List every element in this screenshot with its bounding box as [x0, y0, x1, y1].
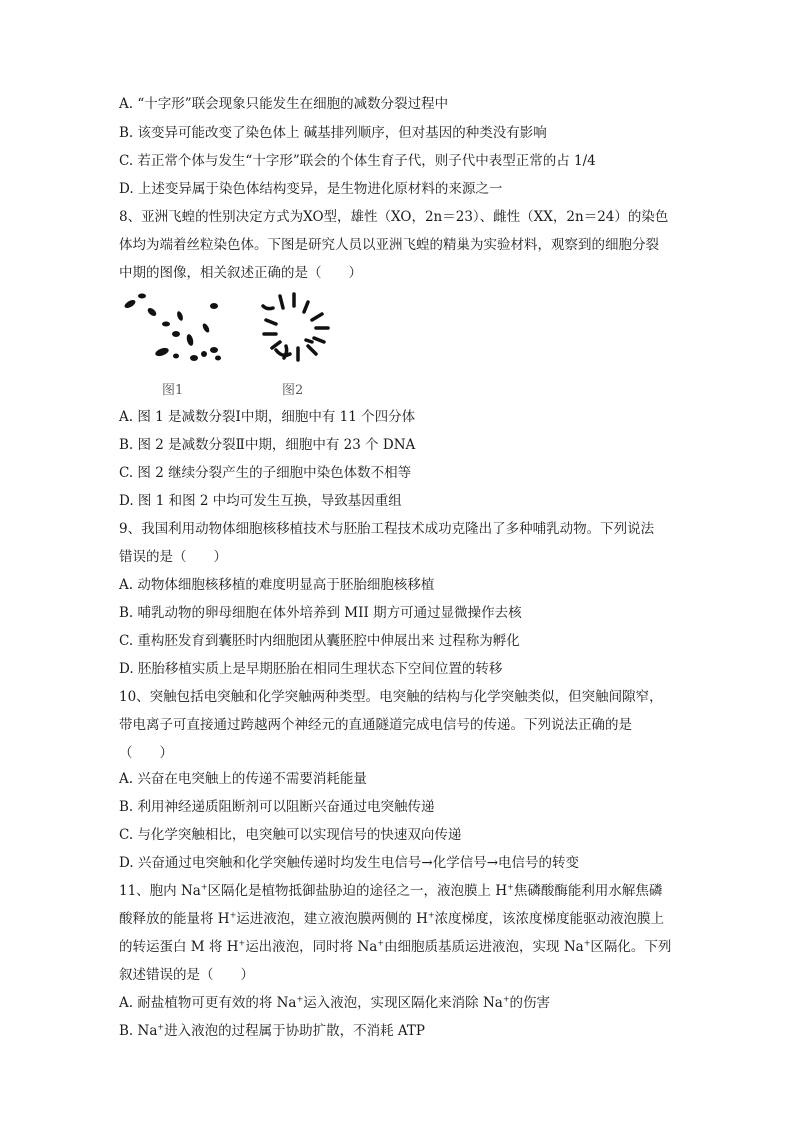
- q9-stem-line-2: 错误的是（ ）: [119, 549, 227, 565]
- q8-option-a: A. 图 1 是减数分裂Ⅰ中期，细胞中有 11 个四分体: [119, 409, 416, 425]
- q11-stem-line-3: [119, 938, 739, 956]
- q11-option-b: [119, 1022, 739, 1040]
- q11-b-part-1: B. Na: [119, 1023, 158, 1039]
- figure-1-label: 图1: [162, 383, 184, 398]
- q9-option-a: A. 动物体细胞核移植的难度明显高于胚胎细胞核移植: [119, 577, 435, 593]
- q8-stem-line-1: 8、亚洲飞蝗的性别决定方式为XO型，雄性（XO，2n＝23）、雌性（XX，2n＝24）的染色: [119, 209, 669, 225]
- q11-s1-part-a: 11、胞内 Na: [119, 883, 201, 899]
- superscript-plus: +: [229, 910, 237, 920]
- q11-s3-part-d: 区隔化。下列: [590, 939, 672, 955]
- q7-option-d: D. 上述变异属于染色体结构变异，是生物进化原材料的来源之一: [119, 181, 503, 197]
- q10-stem-line-3: （ ）: [119, 745, 173, 761]
- q11-s2-part-c: 浓度梯度，该浓度梯度能驱动液泡膜上: [434, 911, 665, 927]
- q10-option-d: D. 兴奋通过电突触和化学突触传递时均发生电信号→化学信号→电信号的转变: [119, 855, 580, 871]
- q10-stem-line-1: 10、突触包括电突触和化学突触两种类型。电突触的结构与化学突触类似，但突触间隙窄，: [119, 689, 663, 705]
- superscript-plus: +: [200, 882, 208, 892]
- q10-option-b: B. 利用神经递质阻断剂可以阻断兴奋通过电突触传递: [119, 799, 435, 815]
- q11-stem-line-1: [119, 882, 739, 900]
- q9-option-d: D. 胚胎移植实质上是早期胚胎在相同生理状态下空间位置的转移: [119, 661, 503, 677]
- q8-option-c: C. 图 2 继续分裂产生的子细胞中染色体数不相等: [119, 465, 412, 481]
- superscript-plus: +: [427, 910, 435, 920]
- chromosome-figure: [118, 284, 348, 402]
- q11-option-a: [119, 994, 739, 1012]
- figure-2-chromosomes: [263, 294, 328, 360]
- superscript-plus: +: [377, 938, 385, 948]
- q11-s3-part-c: 由细胞质基质运进液泡，实现 Na: [384, 939, 584, 955]
- q8-option-d: D. 图 1 和图 2 中均可发生互换，导致基因重组: [119, 493, 402, 509]
- q11-s2-part-b: 运进液泡，建立液泡膜两侧的 H: [236, 911, 428, 927]
- q10-stem-line-2: 带电离子可直接通过跨越两个神经元的直通隧道完成电信号的传递。下列说法正确的是: [119, 717, 632, 733]
- q11-b-part-2: 进入液泡的过程属于协助扩散，不消耗 ATP: [164, 1023, 425, 1039]
- q11-s2-part-a: 酸释放的能量将 H: [119, 911, 230, 927]
- q7-option-a: A. “十字形”联会现象只能发生在细胞的减数分裂过程中: [119, 96, 449, 112]
- q8-option-b: B. 图 2 是减数分裂Ⅱ中期，细胞中有 23 个 DNA: [119, 437, 416, 453]
- q11-s1-part-b: 区隔化是植物抵御盐胁迫的途径之一，液泡膜上 H: [207, 883, 508, 899]
- superscript-plus: +: [238, 938, 246, 948]
- q11-a-part-1: A. 耐盐植物可更有效的将 Na: [119, 995, 297, 1011]
- q7-option-c: C. 若正常个体与发生“十字形”联会的个体生育子代，则子代中表型正常的占 1/4: [119, 153, 596, 169]
- q8-stem-line-3: 中期的图像，相关叙述正确的是（ ）: [119, 265, 362, 281]
- superscript-plus: +: [296, 994, 304, 1004]
- q9-option-c: C. 重构胚发育到囊胚时内细胞团从囊胚腔中伸展出来 过程称为孵化: [119, 633, 520, 649]
- superscript-plus: +: [502, 994, 510, 1004]
- q8-stem-line-2: 体均为端着丝粒染色体。下图是研究人员以亚洲飞蝗的精巢为实验材料，观察到的细胞分裂: [119, 237, 659, 253]
- q11-stem-line-2: [119, 910, 739, 928]
- q11-a-part-3: 的伤害: [509, 995, 551, 1011]
- q7-option-b: B. 该变异可能改变了染色体上 碱基排列顺序，但对基因的种类没有影响: [119, 125, 547, 141]
- q11-s3-part-b: 运出液泡，同时将 Na: [245, 939, 378, 955]
- q11-stem-line-4: 叙述错误的是（ ）: [119, 967, 254, 983]
- superscript-plus: +: [583, 938, 591, 948]
- figure-1-chromosomes: [123, 294, 221, 362]
- chromosome-micrographs: [118, 284, 348, 402]
- superscript-plus: +: [157, 1022, 165, 1032]
- q9-option-b: B. 哺乳动物的卵母细胞在体外培养到 MII 期方可通过显微操作去核: [119, 605, 522, 621]
- q11-a-part-2: 运入液泡，实现区隔化来消除 Na: [303, 995, 503, 1011]
- figure-2-label: 图2: [282, 383, 304, 398]
- q9-stem-line-1: 9、我国利用动物体细胞核移植技术与胚胎工程技术成功克隆出了多种哺乳动物。下列说法: [119, 521, 655, 537]
- q10-option-c: C. 与化学突触相比，电突触可以实现信号的快速双向传递: [119, 827, 462, 843]
- superscript-plus: +: [507, 882, 514, 892]
- q10-option-a: A. 兴奋在电突触上的传递不需要消耗能量: [119, 771, 367, 787]
- q11-s3-part-a: 的转运蛋白 M 将 H: [119, 939, 239, 955]
- q11-s1-part-c: 焦磷酸酶能利用水解焦磷: [513, 883, 663, 899]
